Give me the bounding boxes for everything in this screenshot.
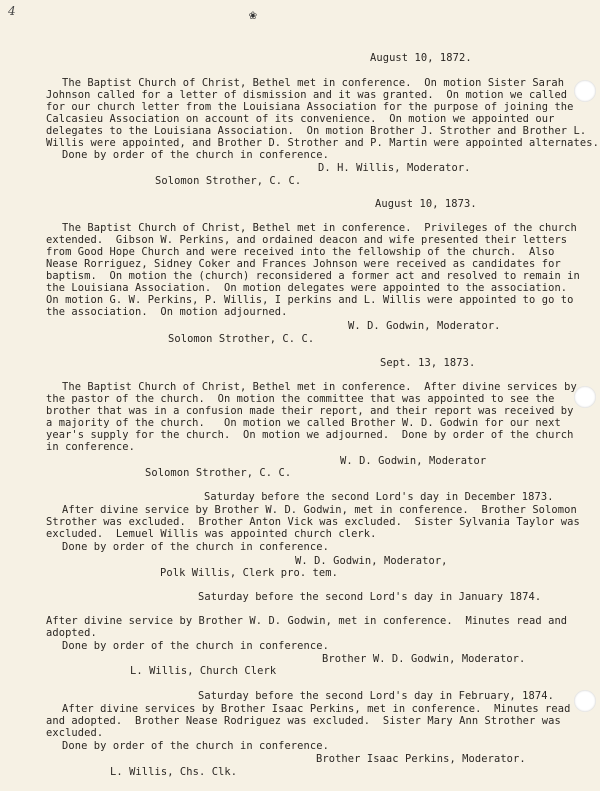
- text-line: the association. On motion adjourned.: [46, 306, 288, 318]
- text-line: After divine service by Brother W. D. Godwin, met in conference. Minutes read and: [46, 615, 568, 627]
- signature-moderator: Brother W. D. Godwin, Moderator.: [322, 653, 526, 665]
- text-line: baptism. On motion the (church) reconsidered a former act and resolved to remain in: [46, 270, 580, 282]
- text-line: excluded. Lemuel Willis was appointed church clerk.: [46, 528, 377, 540]
- entry-date: Sept. 13, 1873.: [380, 357, 476, 369]
- text-line: in conference.: [46, 441, 135, 453]
- entry-date: August 10, 1872.: [370, 52, 472, 64]
- text-line: Done by order of the church in conference.: [62, 541, 329, 553]
- text-line: Done by order of the church in conference.: [62, 640, 329, 652]
- text-line: Done by order of the church in conference.: [62, 149, 329, 161]
- entry-date: August 10, 1873.: [375, 198, 477, 210]
- text-line: delegates to the Louisiana Association. On motion Brother J. Strother and Brother L.: [46, 125, 587, 137]
- entry-date: Saturday before the second Lord's day in February, 1874.: [198, 690, 554, 702]
- text-line: and adopted. Brother Nease Rodriguez was excluded. Sister Mary Ann Strother was: [46, 715, 561, 727]
- ornament-mark: ❀: [249, 8, 257, 23]
- text-line: extended. Gibson W. Perkins, and ordained deacon and wife presented their letters: [46, 234, 568, 246]
- entry-date: Saturday before the second Lord's day in January 1874.: [198, 591, 542, 603]
- text-line: After divine services by Brother Isaac Perkins, met in conference. Minutes read: [62, 703, 571, 715]
- text-line: year's supply for the church. On motion we adjourned. Done by order of the church: [46, 429, 574, 441]
- text-line: the pastor of the church. On motion the committee that was appointed to see the: [46, 393, 555, 405]
- text-line: The Baptist Church of Christ, Bethel met in conference. After divine services by: [62, 381, 577, 393]
- text-line: excluded.: [46, 727, 104, 739]
- signature-moderator: W. D. Godwin, Moderator: [340, 455, 487, 467]
- text-line: Nease Rorriguez, Sidney Coker and Frances Johnson were received as candidates for: [46, 258, 561, 270]
- page-number: 4: [8, 4, 16, 18]
- signature-clerk: Polk Willis, Clerk pro. tem.: [160, 567, 338, 579]
- text-line: The Baptist Church of Christ, Bethel met in conference. On motion Sister Sarah: [62, 77, 565, 89]
- text-line: On motion G. W. Perkins, P. Willis, I perkins and L. Willis were appointed to go to: [46, 294, 574, 306]
- signature-moderator: W. D. Godwin, Moderator,: [295, 555, 448, 567]
- text-line: Willis were appointed, and Brother D. Strother and P. Martin were appointed alternates.: [46, 137, 599, 149]
- text-line: the Louisiana Association. On motion delegates were appointed to the association.: [46, 282, 568, 294]
- signature-clerk: Solomon Strother, C. C.: [145, 467, 292, 479]
- text-line: The Baptist Church of Christ, Bethel met in conference. Privileges of the church: [62, 222, 577, 234]
- text-line: brother that was in a confusion made their report, and their report was received by: [46, 405, 574, 417]
- signature-clerk: Solomon Strother, C. C.: [168, 333, 315, 345]
- signature-moderator: Brother Isaac Perkins, Moderator.: [316, 753, 526, 765]
- text-line: adopted.: [46, 627, 97, 639]
- signature-clerk: L. Willis, Church Clerk: [130, 665, 277, 677]
- punch-hole: [574, 690, 596, 712]
- signature-moderator: D. H. Willis, Moderator.: [318, 162, 471, 174]
- entry-date: Saturday before the second Lord's day in December 1873.: [204, 491, 554, 503]
- text-line: Done by order of the church in conference.: [62, 740, 329, 752]
- signature-moderator: W. D. Godwin, Moderator.: [348, 320, 501, 332]
- text-line: Johnson called for a letter of dismission and it was granted. On motion we called: [46, 89, 568, 101]
- text-line: for our church letter from the Louisiana Association for the purpose of joining the: [46, 101, 574, 113]
- punch-hole: [574, 386, 596, 408]
- text-line: After divine service by Brother W. D. Godwin, met in conference. Brother Solomon: [62, 504, 577, 516]
- text-line: from Good Hope Church and were received into the fellowship of the church. Also: [46, 246, 555, 258]
- signature-clerk: Solomon Strother, C. C.: [155, 175, 302, 187]
- signature-clerk: L. Willis, Chs. Clk.: [110, 766, 238, 778]
- text-line: Calcasieu Association on account of its convenience. On motion we appointed our: [46, 113, 555, 125]
- punch-hole: [574, 80, 596, 102]
- text-line: Strother was excluded. Brother Anton Vick was excluded. Sister Sylvania Taylor was: [46, 516, 580, 528]
- text-line: a majority of the church. On motion we called Brother W. D. Godwin for our next: [46, 417, 561, 429]
